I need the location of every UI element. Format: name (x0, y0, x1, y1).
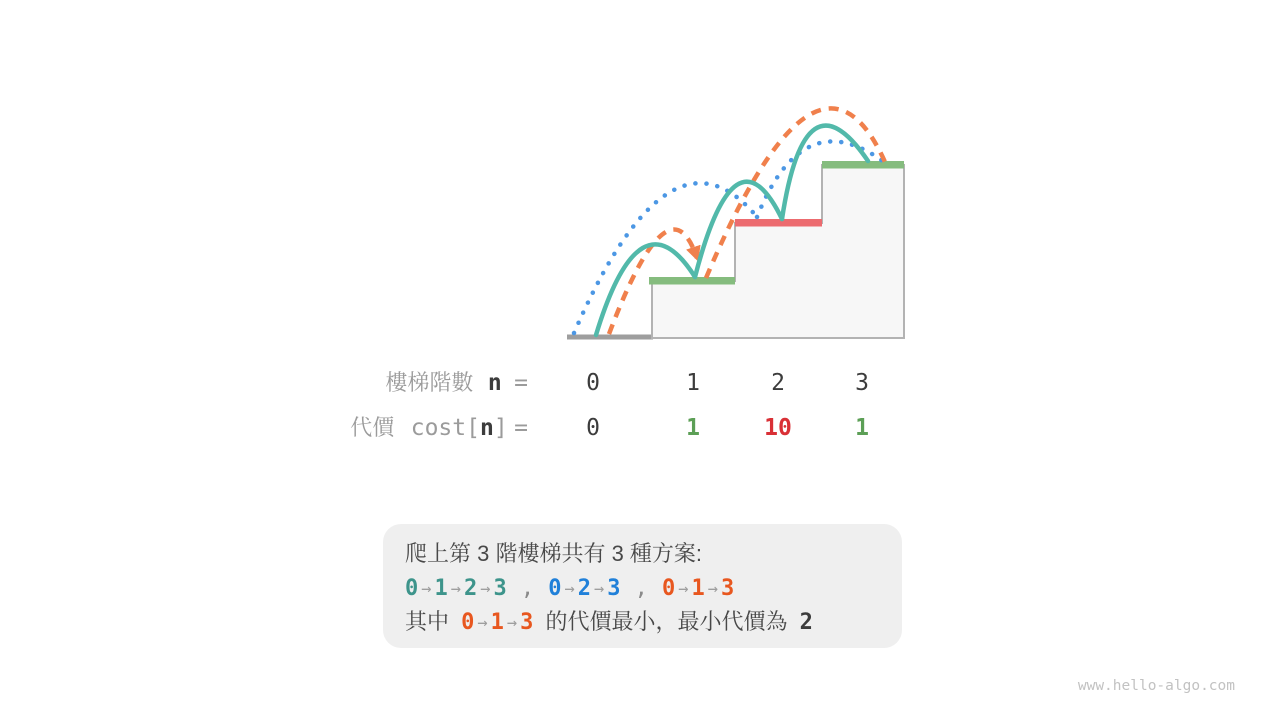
route1-num-0: 0 (405, 576, 419, 601)
arrow-icon: → (678, 579, 689, 599)
n-value-1: 1 (686, 370, 700, 396)
stair-number-row (0, 368, 1280, 398)
arrow-icon: → (564, 579, 575, 599)
cost-var: n (479, 415, 494, 441)
cost-equals: = (514, 415, 528, 441)
cost-row (0, 413, 1280, 443)
watermark: www.hello-algo.com (1077, 678, 1235, 694)
cost-label-text: 代價 (350, 415, 395, 440)
arrow-icon: → (506, 613, 518, 633)
arrow-icon: → (594, 579, 605, 599)
note-line-1: 爬上第 3 階樓梯共有 3 種方案: (405, 541, 703, 566)
route3-num-2: 3 (721, 576, 735, 601)
n-value-0: 0 (586, 370, 600, 396)
route3-num-1: 1 (691, 576, 705, 601)
best-route-num-1: 1 (490, 610, 504, 635)
best-route-0-1-3 (461, 609, 533, 634)
stair-number-equals: = (514, 370, 528, 396)
cost-expr-post: ] (493, 415, 508, 441)
arrow-icon: → (421, 579, 432, 599)
cost-label (0, 413, 528, 446)
n-value-3: 3 (855, 370, 869, 396)
step-1-green-bar (649, 277, 735, 285)
arrow-icon: → (450, 579, 461, 599)
stair-number-label-text: 樓梯階數 (385, 370, 474, 395)
route2-num-1: 2 (577, 576, 591, 601)
cost-value-2: 10 (764, 415, 792, 441)
arrow-icon: → (707, 579, 718, 599)
comma-separator: , (634, 576, 648, 601)
step-3-green-bar (822, 161, 904, 169)
cost-value-3: 1 (855, 415, 869, 441)
note-line-2 (405, 571, 880, 605)
note-line3-text: 的代價最小，最小代價為 (545, 609, 788, 634)
note-line3-prefix: 其中 (405, 609, 450, 634)
cost-value-1: 1 (686, 415, 700, 441)
route1-num-3: 3 (493, 576, 507, 601)
n-value-2: 2 (771, 370, 785, 396)
route2-num-2: 3 (607, 576, 621, 601)
staircase-body (652, 165, 904, 338)
route-0-1-2-3 (405, 575, 507, 600)
stair-number-label (0, 368, 528, 401)
stair-number-var: n (487, 370, 502, 396)
comma-separator: , (520, 576, 535, 601)
arrow-icon: → (480, 579, 491, 599)
route1-num-1: 1 (434, 576, 448, 601)
cost-expr-pre: cost[ (410, 415, 480, 441)
route2-num-0: 0 (548, 576, 562, 601)
step-2-red-bar (735, 219, 822, 227)
arrow-icon: → (477, 613, 488, 633)
route1-num-2: 2 (464, 576, 478, 601)
best-route-num-2: 3 (520, 610, 534, 635)
best-route-num-0: 0 (461, 610, 475, 635)
note-line-3 (405, 605, 880, 639)
explanation-box (383, 524, 902, 648)
cost-value-0: 0 (586, 415, 600, 441)
route-0-2-3 (548, 575, 620, 600)
min-cost-value: 2 (799, 610, 813, 635)
route3-num-0: 0 (662, 576, 676, 601)
route-0-1-3 (662, 575, 734, 600)
